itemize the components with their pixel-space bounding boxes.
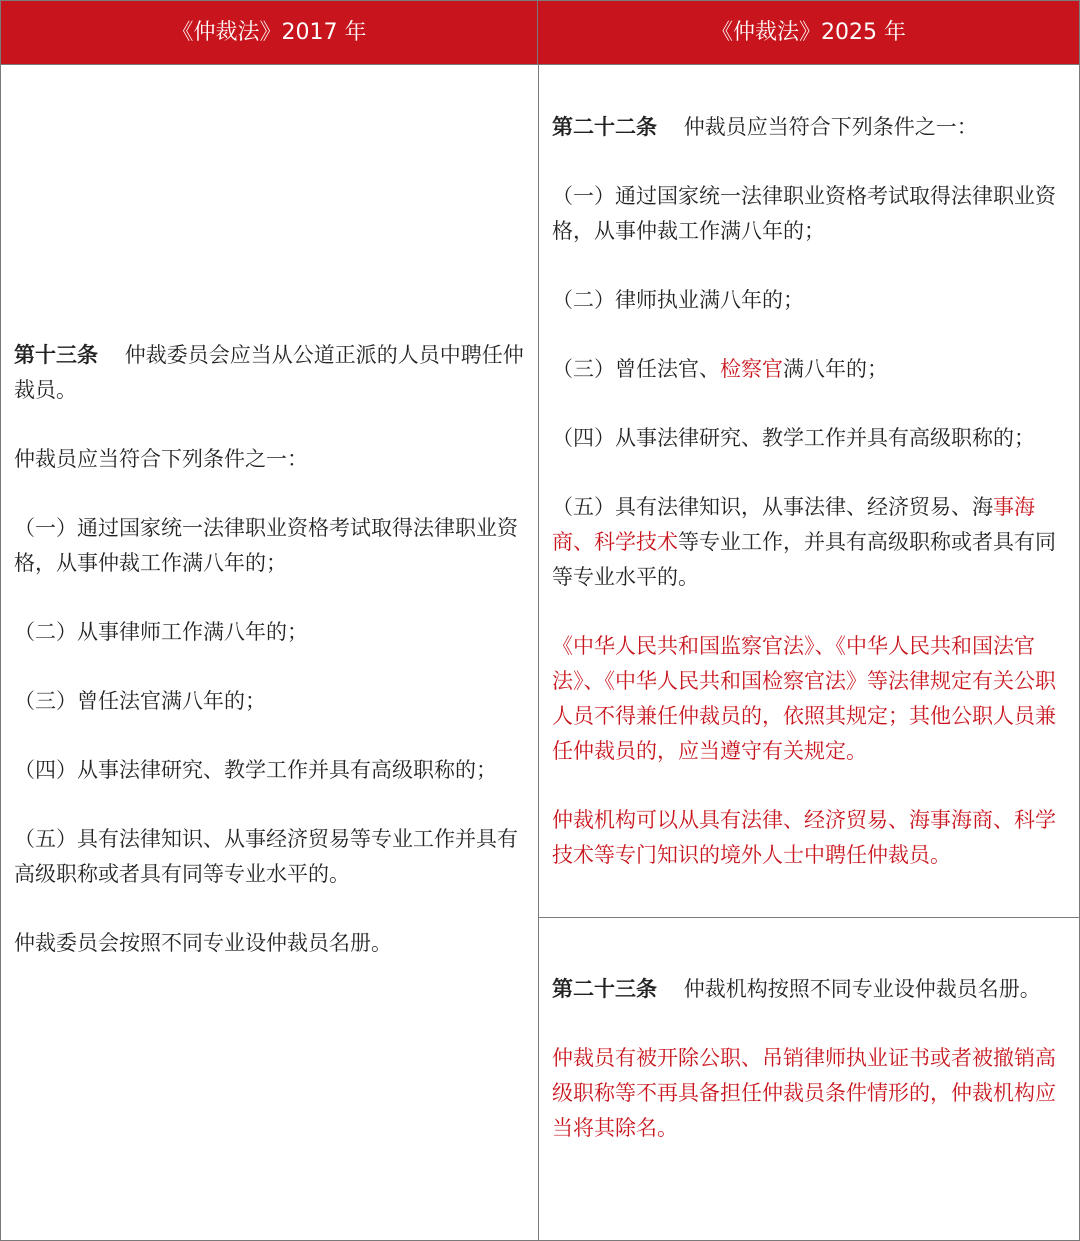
- article13-text: 仲裁委员会应当从公道正派的人员中聘任仲裁员。: [14, 343, 524, 402]
- condition3-2025: [552, 352, 1069, 387]
- article23-title: 第二十三条: [552, 977, 657, 1001]
- foreign-arbitrators-clause: 仲裁机构可以从具有法律、经济贸易、海事海商、科学技术等专门知识的境外人士中聘任仲裁员。: [552, 808, 1056, 867]
- condition2-2017: （二）从事律师工作满八年的；: [14, 620, 308, 644]
- removal-clause: 仲裁员有被开除公职、吊销律师执业证书或者被撤销高级职称等不再具备担任仲裁员条件情形的，仲裁机构应当将其除名。: [552, 1046, 1056, 1140]
- condition4-2017: （四）从事法律研究、教学工作并具有高级职称的；: [14, 758, 497, 782]
- article23-text: 仲裁机构按照不同专业设仲裁员名册。: [683, 977, 1041, 1001]
- condition4-2025: （四）从事法律研究、教学工作并具有高级职称的；: [552, 426, 1035, 450]
- article22: [552, 110, 1069, 145]
- article22-text: 仲裁员应当符合下列条件之一：: [683, 115, 978, 139]
- article13-title: 第十三条: [14, 343, 98, 367]
- condition3-2025-part2: 满八年的；: [783, 357, 888, 381]
- cell-2025-article22: [539, 110, 1079, 873]
- condition3-2025-highlight: 检察官: [720, 357, 783, 381]
- condition5-2025-part1: （五）具有法律知识，从事法律、经济贸易、海: [552, 495, 993, 519]
- condition2-2025: （二）律师执业满八年的；: [552, 288, 804, 312]
- cell-2017-article13: [1, 338, 538, 961]
- roster-2017: 仲裁委员会按照不同专业设仲裁员名册。: [14, 931, 392, 955]
- header-2017: [1, 1, 538, 65]
- condition3-2017: （三）曾任法官满八年的；: [14, 689, 266, 713]
- condition1-2025: （一）通过国家统一法律职业资格考试取得法律职业资格，从事仲裁工作满八年的；: [552, 184, 1056, 243]
- row-divider: [539, 917, 1079, 918]
- condition1-2017: （一）通过国家统一法律职业资格考试取得法律职业资格，从事仲裁工作满八年的；: [14, 516, 518, 575]
- article13: [14, 338, 526, 408]
- header-2017-title: 《仲裁法》2017 年: [171, 20, 367, 45]
- condition5-2025-highlight: 事海商、科学技术: [552, 495, 1035, 554]
- article23: [552, 972, 1069, 1007]
- condition3-2025-part1: （三）曾任法官、: [552, 357, 720, 381]
- condition5-2017: （五）具有法律知识、从事经济贸易等专业工作并具有高级职称或者具有同等专业水平的。: [14, 827, 518, 886]
- public-officials-clause: 《中华人民共和国监察官法》、《中华人民共和国法官法》、《中华人民共和国检察官法》等法律规定有关公职人员不得兼任仲裁员的，依照其规定；其他公职人员兼任仲裁员的，应当遵守有关规定。: [552, 634, 1056, 763]
- article22-title: 第二十二条: [552, 115, 657, 139]
- condition5-2025: [552, 490, 1069, 595]
- header-2025-title: 《仲裁法》2025 年: [711, 20, 906, 45]
- cell-2025-article23: [539, 972, 1079, 1146]
- conditions-intro-2017: 仲裁员应当符合下列条件之一：: [14, 447, 308, 471]
- header-2025: [538, 1, 1079, 65]
- condition5-2025-part2: 等专业工作，并具有高级职称或者具有同等专业水平的。: [552, 530, 1056, 589]
